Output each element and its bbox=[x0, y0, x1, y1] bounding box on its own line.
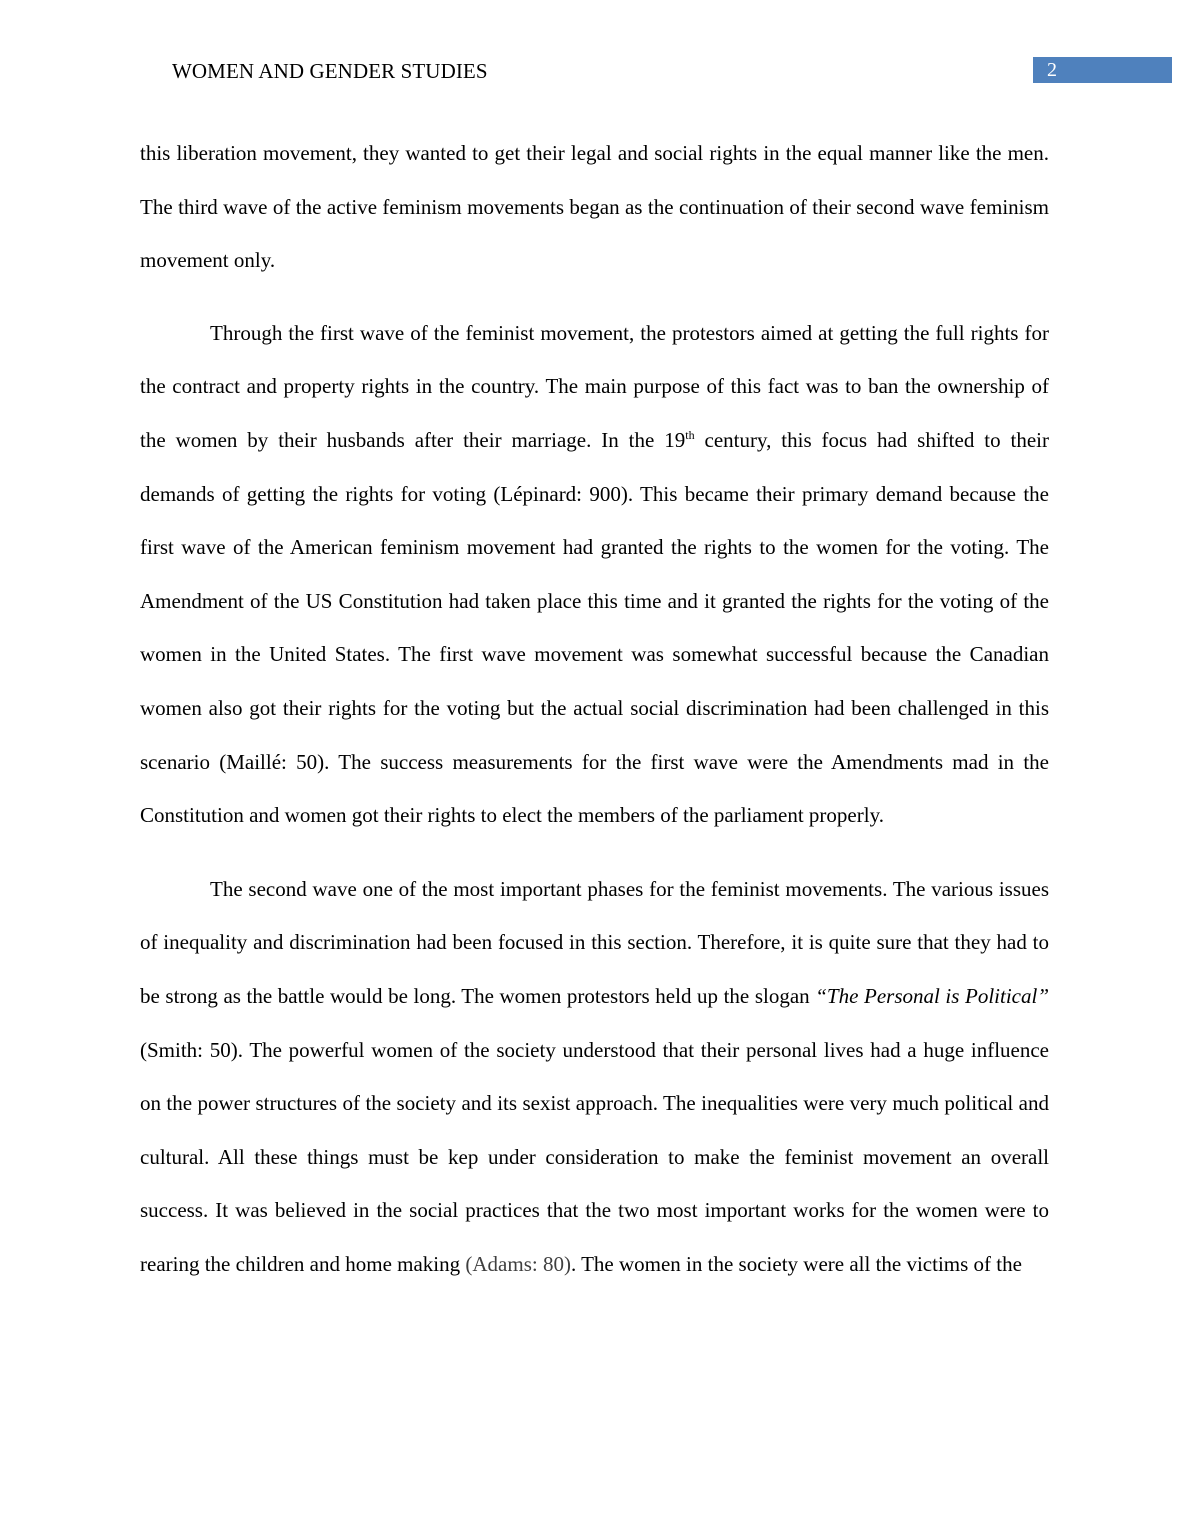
paragraph-first-wave-text-1: Through the first wave of the feminist movement, the protestors aimed at getting the full rights for the contract and property rights in the country. The main purpose of this fact was to ban the ownership of the women by their husbands after their marriage. In the 19 bbox=[140, 320, 1049, 452]
paragraph-continuation: this liberation movement, they wanted to get their legal and social rights in the equal manner like the men. The third wave of the active feminism movements began as the continuation of their second wave feminism movement only. bbox=[140, 141, 1049, 273]
paragraph-second-wave-text-1: The second wave one of the most important phases for the feminist movements. The various issues of inequality and discrimination had been focused in this section. Therefore, it is quite sure that they had to be strong as the battle would be long. The women protestors held up the slogan bbox=[140, 876, 1049, 1008]
page-number-box bbox=[1033, 57, 1172, 83]
paragraph-first-wave-text-2: century, this focus had shifted to their demands of getting the rights for voting (Lépinard: 900). This became their primary demand because the first wave of the American feminism movement had granted the rights to the women for the voting. The Amendment of the US Constitution had taken place this time and it granted the rights for the voting of the women in the United States. The first wave movement was somewhat successful because the Canadian women also got their rights for the voting but the actual social discrimination had been challenged in this scenario (Maillé: 50). The success measurements for the first wave were the Amendments mad in the Constitution and women got their rights to elect the members of the parliament properly. bbox=[140, 427, 1049, 828]
page-number: 2 bbox=[1047, 59, 1057, 81]
body-text bbox=[140, 127, 1049, 1291]
paragraph-second-wave bbox=[140, 863, 1049, 1292]
slogan-quote: “The Personal is Political” bbox=[815, 983, 1049, 1008]
citation-adams: (Adams: 80) bbox=[465, 1251, 571, 1276]
paragraph-second-wave-text-2: (Smith: 50). The powerful women of the society understood that their personal lives had a huge influence on the power structures of the society and its sexist approach. The inequalities were very much political and cultural. All these things must be kep under consideration to make the feminist movement an overall success. It was believed in the social practices that the two most important works for the women were to rearing the children and home making bbox=[140, 1037, 1049, 1276]
paragraph-second-wave-text-3: . The women in the society were all the victims of the bbox=[570, 1251, 1022, 1276]
ordinal-superscript: th bbox=[685, 427, 695, 442]
paragraph-first-wave bbox=[140, 307, 1049, 843]
running-head: WOMEN AND GENDER STUDIES bbox=[172, 59, 488, 83]
